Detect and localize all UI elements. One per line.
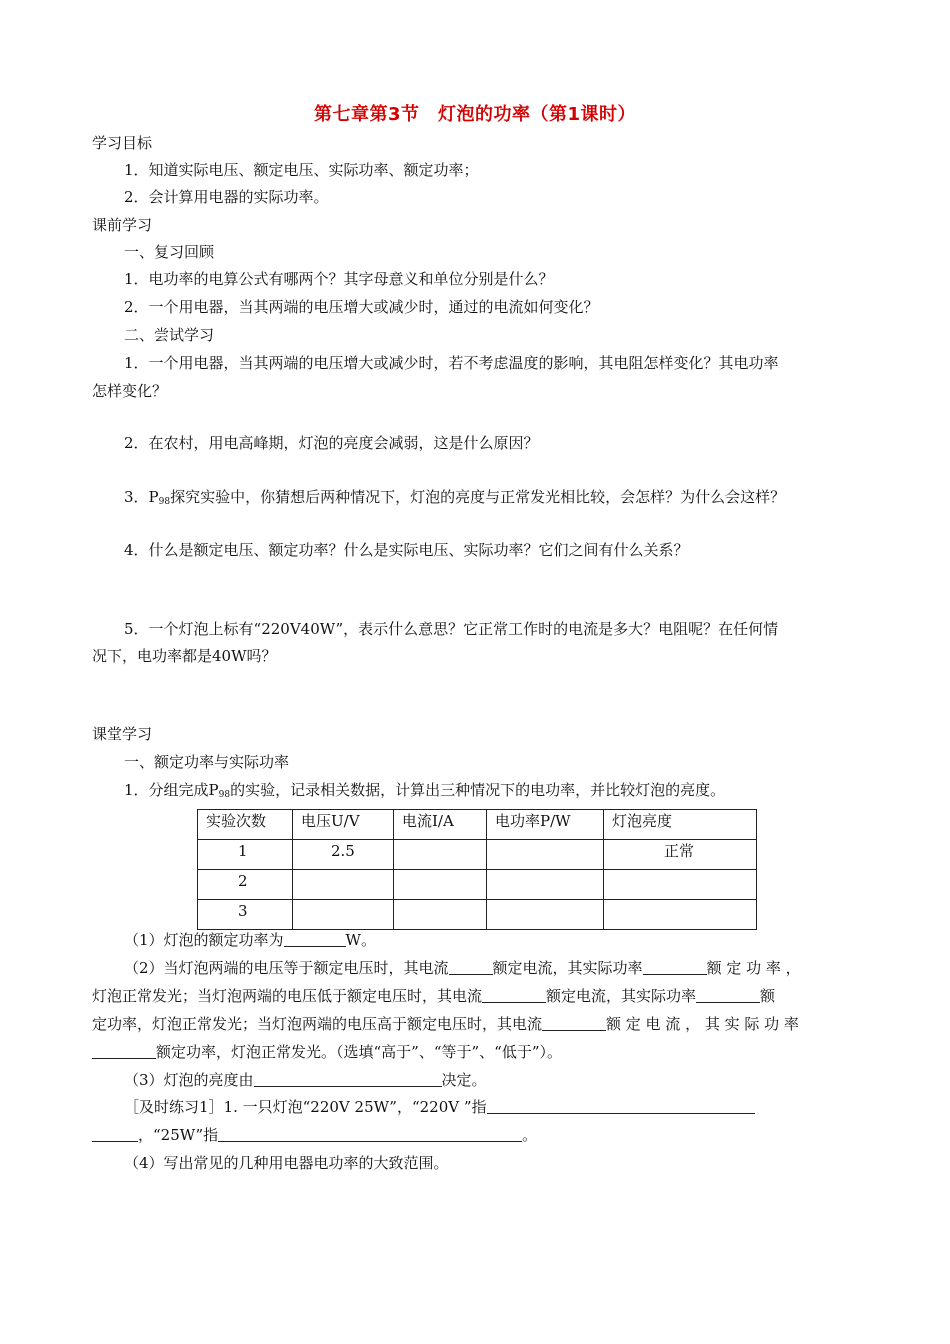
- try-q3: [124, 486, 785, 513]
- header-cell: 电流I/A: [394, 810, 487, 840]
- answer-blank[interactable]: [487, 1098, 755, 1114]
- question-2-line2: [92, 985, 775, 1007]
- table-cell: [293, 900, 394, 930]
- class-heading: 课堂学习: [92, 725, 153, 743]
- table-cell: 2: [198, 870, 293, 900]
- answer-blank[interactable]: [643, 959, 707, 975]
- review-heading: 一、复习回顾: [124, 243, 215, 261]
- question-2-line4: [92, 1041, 562, 1063]
- exercise-end: 。: [522, 1126, 538, 1144]
- review-item-1: 1．电功率的电算公式有哪两个？其字母意义和单位分别是什么？: [124, 270, 554, 288]
- table-cell: [604, 870, 757, 900]
- q2-b2: 额定电流，其实际功率: [546, 987, 697, 1005]
- table-row: [198, 870, 757, 900]
- answer-blank[interactable]: [254, 1071, 442, 1087]
- try-q3-pre: 3．P: [124, 488, 159, 506]
- table-cell: [487, 870, 604, 900]
- try-q3-post: 探究实验中，你猜想后两种情况下，灯泡的亮度与正常发光相比较，会怎样？为什么会这样？: [170, 488, 786, 506]
- try-q5-line1: 5．一个灯泡上标有“220V40W”，表示什么意思？它正常工作时的电流是多大？电阻呢？在任何情: [124, 620, 779, 638]
- table-cell: [394, 870, 487, 900]
- goal-item-1: 1．知道实际电压、额定电压、实际功率、额定功率；: [124, 161, 479, 179]
- answer-blank[interactable]: [284, 931, 346, 947]
- try-q1-line1: 1．一个用电器，当其两端的电压增大或减少时，若不考虑温度的影响，其电阻怎样变化？其电功率: [124, 354, 779, 372]
- table-row: [198, 840, 757, 870]
- q1-unit: W。: [345, 931, 376, 949]
- q1-text: （1）灯泡的额定功率为: [124, 931, 284, 949]
- goals-heading: 学习目标: [92, 134, 153, 152]
- q2-b1: 灯泡正常发光；当灯泡两端的电压低于额定电压时，其电流: [92, 987, 483, 1005]
- q2-c2: 额 定 电 流 ， 其 实 际 功 率: [606, 1015, 799, 1033]
- header-cell: 灯泡亮度: [604, 810, 757, 840]
- try-q5-line2: 况下，电功率都是40W吗？: [92, 647, 277, 665]
- exercise-line2: [92, 1124, 537, 1146]
- question-1: [124, 929, 376, 951]
- goal-item-2: 2．会计算用电器的实际功率。: [124, 188, 329, 206]
- table-cell: 3: [198, 900, 293, 930]
- task-sub: 98: [218, 790, 231, 800]
- q3-post: 决定。: [441, 1071, 487, 1089]
- try-q1-line2: 怎样变化？: [92, 382, 168, 400]
- question-3: [124, 1069, 487, 1091]
- exercise-text: ［及时练习1］1. 一只灯泡“220V 25W”，“220V ”指: [124, 1098, 487, 1116]
- question-2-line1: [124, 957, 801, 979]
- q2-a1: （2）当灯泡两端的电压等于额定电压时，其电流: [124, 959, 449, 977]
- table-row: [198, 900, 757, 930]
- table-cell: [293, 870, 394, 900]
- experiment-task: [124, 779, 725, 806]
- answer-blank[interactable]: [542, 1015, 606, 1031]
- pre-heading: 课前学习: [92, 216, 153, 234]
- table-cell: [487, 840, 604, 870]
- table-cell: 正常: [604, 840, 757, 870]
- answer-blank[interactable]: [449, 959, 493, 975]
- try-q4: 4．什么是额定电压、额定功率？什么是实际电压、实际功率？它们之间有什么关系？: [124, 541, 689, 559]
- review-item-2: 2．一个用电器，当其两端的电压增大或减少时，通过的电流如何变化？: [124, 298, 599, 316]
- q2-a3: 额 定 功 率 ，: [706, 959, 801, 977]
- task-pre: 1．分组完成P: [124, 781, 219, 799]
- q3-text: （3）灯泡的亮度由: [124, 1071, 254, 1089]
- header-cell: 电功率P/W: [487, 810, 604, 840]
- q2-d2: 额定功率，灯泡正常发光。（选填“高于”、“等于”、“低于”）。: [156, 1043, 563, 1061]
- exercise-line1: [124, 1096, 755, 1118]
- header-cell: 实验次数: [198, 810, 293, 840]
- answer-blank[interactable]: [482, 987, 546, 1003]
- exercise-25w: ，“25W”指: [138, 1126, 219, 1144]
- table-header-row: [198, 810, 757, 840]
- q2-a2: 额定电流，其实际功率: [492, 959, 643, 977]
- table-cell: [487, 900, 604, 930]
- question-4: （4）写出常见的几种用电器电功率的大致范围。: [124, 1154, 449, 1172]
- try-heading: 二、尝试学习: [124, 326, 215, 344]
- section-1-heading: 一、额定功率与实际功率: [124, 753, 290, 771]
- page-title: 第七章第3节 灯泡的功率（第1课时）: [313, 104, 637, 125]
- try-q3-sub: 98: [158, 497, 171, 507]
- experiment-table: [197, 809, 757, 930]
- header-cell: 电压U/V: [293, 810, 394, 840]
- table-cell: 2.5: [293, 840, 394, 870]
- try-q2: 2．在农村，用电高峰期，灯泡的亮度会减弱，这是什么原因？: [124, 434, 539, 452]
- q2-b3: 额: [760, 987, 776, 1005]
- answer-blank[interactable]: [218, 1126, 522, 1142]
- question-2-line3: [92, 1013, 799, 1035]
- table-cell: [394, 840, 487, 870]
- table-cell: 1: [198, 840, 293, 870]
- table-cell: [394, 900, 487, 930]
- table-cell: [604, 900, 757, 930]
- answer-blank[interactable]: [92, 1126, 138, 1142]
- q2-c1: 定功率，灯泡正常发光；当灯泡两端的电压高于额定电压时，其电流: [92, 1015, 543, 1033]
- answer-blank[interactable]: [92, 1043, 156, 1059]
- answer-blank[interactable]: [696, 987, 760, 1003]
- task-post: 的实验，记录相关数据，计算出三种情况下的电功率，并比较灯泡的亮度。: [230, 781, 726, 799]
